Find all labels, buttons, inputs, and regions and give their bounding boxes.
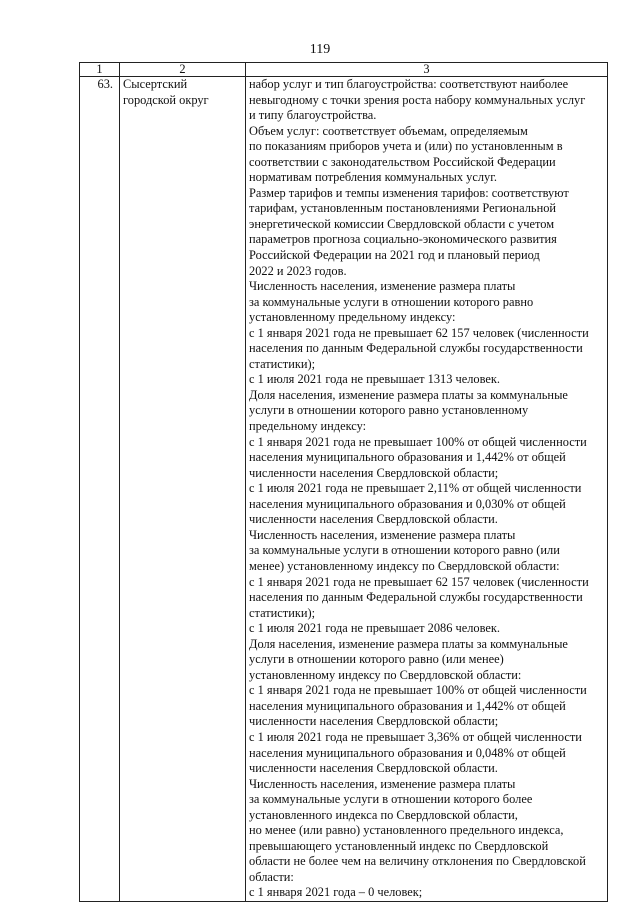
description-line: за коммунальные услуги в отношении которого равно (или: [249, 543, 560, 558]
description-line: Доля населения, изменение размера платы за коммунальные: [249, 636, 568, 651]
description-line: превышающего установленный индекс по Свердловской: [249, 838, 549, 853]
description-line: населения муниципального образования и 1,442% от общей: [249, 450, 566, 465]
column-header-description: 3: [246, 63, 608, 77]
description-line: с 1 января 2021 года – 0 человек;: [249, 885, 423, 900]
description-line: услуги в отношении которого равно (или менее): [249, 652, 504, 667]
description-line: с 1 января 2021 года не превышает 100% от общей численности: [249, 683, 587, 698]
municipality-line: городской округ: [123, 92, 209, 107]
description-line: численности населения Свердловской области.: [249, 512, 498, 527]
description-line: Численность населения, изменение размера платы: [249, 279, 516, 294]
municipality-line: Сысертский: [123, 77, 188, 91]
table-row: [80, 77, 608, 902]
description-line: населения по данным Федеральной службы государственности: [249, 590, 583, 605]
description-line: с 1 июля 2021 года не превышает 2,11% от общей численности: [249, 481, 582, 496]
description-line: за коммунальные услуги в отношении которого более: [249, 792, 533, 807]
description-line: Российской Федерации на 2021 год и плановый период: [249, 248, 540, 263]
description-line: параметров прогноза социально-экономического развития: [249, 232, 557, 247]
page-number: 119: [309, 42, 331, 57]
description-cell: [246, 77, 608, 902]
description-line: Объем услуг: соответствует объемам, определяемым: [249, 123, 528, 138]
description-line: энергетической комиссии Свердловской области с учетом: [249, 216, 555, 231]
description-line: и типу благоустройства.: [249, 108, 377, 123]
description-line: области:: [249, 869, 294, 884]
description-line: менее) установленному индексу по Свердловской области:: [249, 558, 560, 573]
description-line: установленному предельному индексу:: [249, 310, 456, 325]
row-number: 63.: [80, 77, 120, 902]
municipality-cell: [120, 77, 246, 902]
description-line: населения по данным Федеральной службы государственности: [249, 341, 583, 356]
column-header-number: 1: [80, 63, 120, 77]
description-line: с 1 января 2021 года не превышает 100% от общей численности: [249, 434, 587, 449]
description-line: статистики);: [249, 605, 316, 620]
description-line: но менее (или равно) установленного предельного индекса,: [249, 823, 564, 838]
description-line: по показаниям приборов учета и (или) по установленным в: [249, 139, 563, 154]
description-line: численности населения Свердловской области;: [249, 465, 499, 480]
description-line: услуги в отношении которого равно установленному: [249, 403, 529, 418]
description-line: тарифам, установленным постановлениями Региональной: [249, 201, 557, 216]
description-line: Размер тарифов и темпы изменения тарифов: соответствуют: [249, 185, 569, 200]
description-line: численности населения Свердловской области.: [249, 761, 498, 776]
description-line: населения муниципального образования и 1,442% от общей: [249, 698, 566, 713]
description-line: населения муниципального образования и 0,030% от общей: [249, 496, 566, 511]
description-line: численности населения Свердловской области;: [249, 714, 499, 729]
description-line: с 1 января 2021 года не превышает 62 157 человек (численности: [249, 574, 589, 589]
description-line: предельному индексу:: [249, 419, 367, 434]
description-line: соответствии с законодательством Российской Федерации: [249, 154, 556, 169]
description-line: Численность населения, изменение размера платы: [249, 776, 516, 791]
description-line: с 1 июля 2021 года не превышает 1313 человек.: [249, 372, 501, 387]
description-line: нормативам потребления коммунальных услуг.: [249, 170, 498, 185]
description-line: статистики);: [249, 356, 316, 371]
description-line: 2022 и 2023 годов.: [249, 263, 347, 278]
table-header-row: [80, 63, 608, 77]
description-line: установленного индекса по Свердловской области,: [249, 807, 518, 822]
document-table: [79, 62, 608, 902]
description-line: невыгодному с точки зрения роста набору коммунальных услуг: [249, 92, 586, 107]
description-line: за коммунальные услуги в отношении которого равно: [249, 294, 534, 309]
description-line: с 1 января 2021 года не превышает 62 157 человек (численности: [249, 325, 589, 340]
description-line: области не более чем на величину отклонения по Свердловской: [249, 854, 586, 869]
description-line: населения муниципального образования и 0,048% от общей: [249, 745, 566, 760]
description-line: Численность населения, изменение размера платы: [249, 527, 516, 542]
description-line: набор услуг и тип благоустройства: соответствуют наиболее: [249, 77, 569, 91]
column-header-municipality: 2: [120, 63, 246, 77]
description-line: с 1 июля 2021 года не превышает 3,36% от общей численности: [249, 729, 582, 744]
description-line: с 1 июля 2021 года не превышает 2086 человек.: [249, 621, 501, 636]
description-line: установленному индексу по Свердловской области:: [249, 667, 522, 682]
description-line: Доля населения, изменение размера платы за коммунальные: [249, 387, 568, 402]
